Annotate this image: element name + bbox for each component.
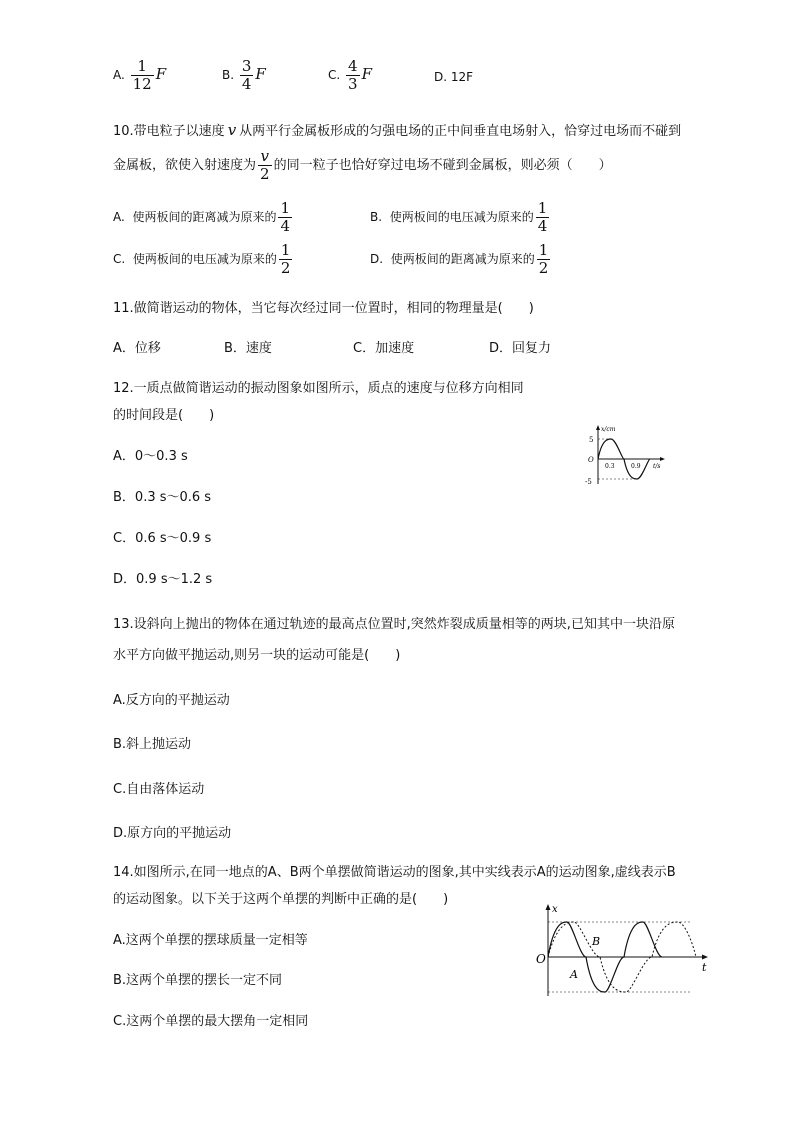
fraction: $\frac{1}{12}$	[132, 57, 152, 93]
q14-option-c: C.这两个单摆的最大摆角一定相同	[113, 1014, 309, 1029]
q12-vibration-graph	[580, 422, 670, 492]
tick-label: 0.3	[605, 463, 615, 470]
y-axis-label: x/cm	[601, 426, 616, 433]
t-axis-label: t/s	[653, 463, 661, 470]
fraction: $\frac{1}{2}$	[280, 241, 291, 277]
vertical-axis-arrow	[546, 904, 551, 910]
origin-label: O	[588, 456, 594, 464]
q14-pendulum-graph	[532, 900, 722, 1000]
q13-option-b: B.斜上抛运动	[113, 737, 192, 752]
t-axis-label: t	[702, 961, 707, 974]
q11-option-d: D．回复力	[489, 341, 552, 356]
fraction: $\frac{1}{4}$	[537, 199, 548, 235]
curve-label-a: A	[570, 968, 578, 981]
tick-label: 0.9	[631, 463, 641, 470]
tick-label: -5	[585, 478, 592, 486]
q14-stem-line2: 的运动图象。以下关于这两个单摆的判断中正确的是( )	[113, 892, 449, 907]
y-axis-arrow	[596, 425, 600, 430]
tick-label: 5	[589, 436, 594, 444]
q13-option-d: D.原方向的平抛运动	[113, 826, 232, 841]
q11-option-a: A．位移	[113, 341, 161, 356]
q11-option-c: C．加速度	[353, 341, 415, 356]
q13-stem-line2: 水平方向做平抛运动,则另一块的运动可能是( )	[113, 648, 401, 663]
q14-stem-line1: 14.如图所示,在同一地点的A、B两个单摆做简谐运动的图象,其中实线表示A的运动图象,虚线表示B	[113, 865, 676, 880]
q12-option-c: C．0.6 s～0.9 s	[113, 531, 212, 546]
q13-stem-line1: 13.设斜向上抛出的物体在通过轨迹的最高点位置时,突然炸裂成质量相等的两块,已知其中一块沿原	[113, 617, 675, 632]
origin-label: O	[536, 952, 546, 966]
q12-option-d: D．0.9 s～1.2 s	[113, 572, 213, 587]
t-axis-arrow	[660, 457, 665, 461]
q14-option-a: A.这两个单摆的摆球质量一定相等	[113, 933, 308, 948]
fraction: $\frac{4}{3}$	[348, 57, 358, 93]
q12-option-a: A．0～0.3 s	[113, 449, 188, 464]
q9-option-d: D. 12F	[434, 70, 474, 84]
q10-option-a: A. 使两板间的距离减为原来的 $\frac{1}{4}$	[113, 199, 291, 235]
fraction: $\frac{1}{2}$	[538, 241, 549, 277]
t-axis-arrow	[702, 955, 708, 960]
vertical-axis-label: x	[552, 904, 558, 915]
q10-stem-line2: 金属板，欲使入射速度为 $\frac{v}{2}$ 的同一粒子也恰好穿过电场不碰到金属板，则必须（ ）	[113, 147, 612, 183]
fraction: $\frac{1}{4}$	[280, 199, 291, 235]
q10-option-c: C. 使两板间的电压减为原来的 $\frac{1}{2}$	[113, 241, 291, 277]
q14-option-b: B.这两个单摆的摆长一定不同	[113, 973, 283, 988]
q13-option-a: A.反方向的平抛运动	[113, 693, 230, 708]
fraction: $\frac{v}{2}$	[260, 147, 270, 183]
q10-option-d: D. 使两板间的距离减为原来的 $\frac{1}{2}$	[370, 241, 549, 277]
q9-option-c: C. $\frac{4}{3}$ F	[328, 57, 372, 93]
q12-option-b: B．0.3 s～0.6 s	[113, 490, 212, 505]
q11-stem: 11.做简谐运动的物体，当它每次经过同一位置时，相同的物理量是( )	[113, 301, 534, 316]
q9-option-a: A. $\frac{1}{12}$ F	[113, 57, 167, 93]
q13-option-c: C.自由落体运动	[113, 782, 205, 797]
q10-option-b: B. 使两板间的电压减为原来的 $\frac{1}{4}$	[370, 199, 548, 235]
q10-stem-line1: 10.带电粒子以速度 v 从两平行金属板形成的匀强电场的正中间垂直电场射入，恰穿过电场而不碰到	[113, 121, 682, 139]
q9-option-b: B. $\frac{3}{4}$ F	[222, 57, 266, 93]
q12-stem-line1: 12.一质点做简谐运动的振动图象如图所示，质点的速度与位移方向相同	[113, 381, 524, 396]
curve-label-b: B	[592, 935, 601, 948]
q11-option-b: B．速度	[224, 341, 272, 356]
q12-stem-line2: 的时间段是( )	[113, 408, 215, 423]
fraction: $\frac{3}{4}$	[241, 57, 252, 93]
